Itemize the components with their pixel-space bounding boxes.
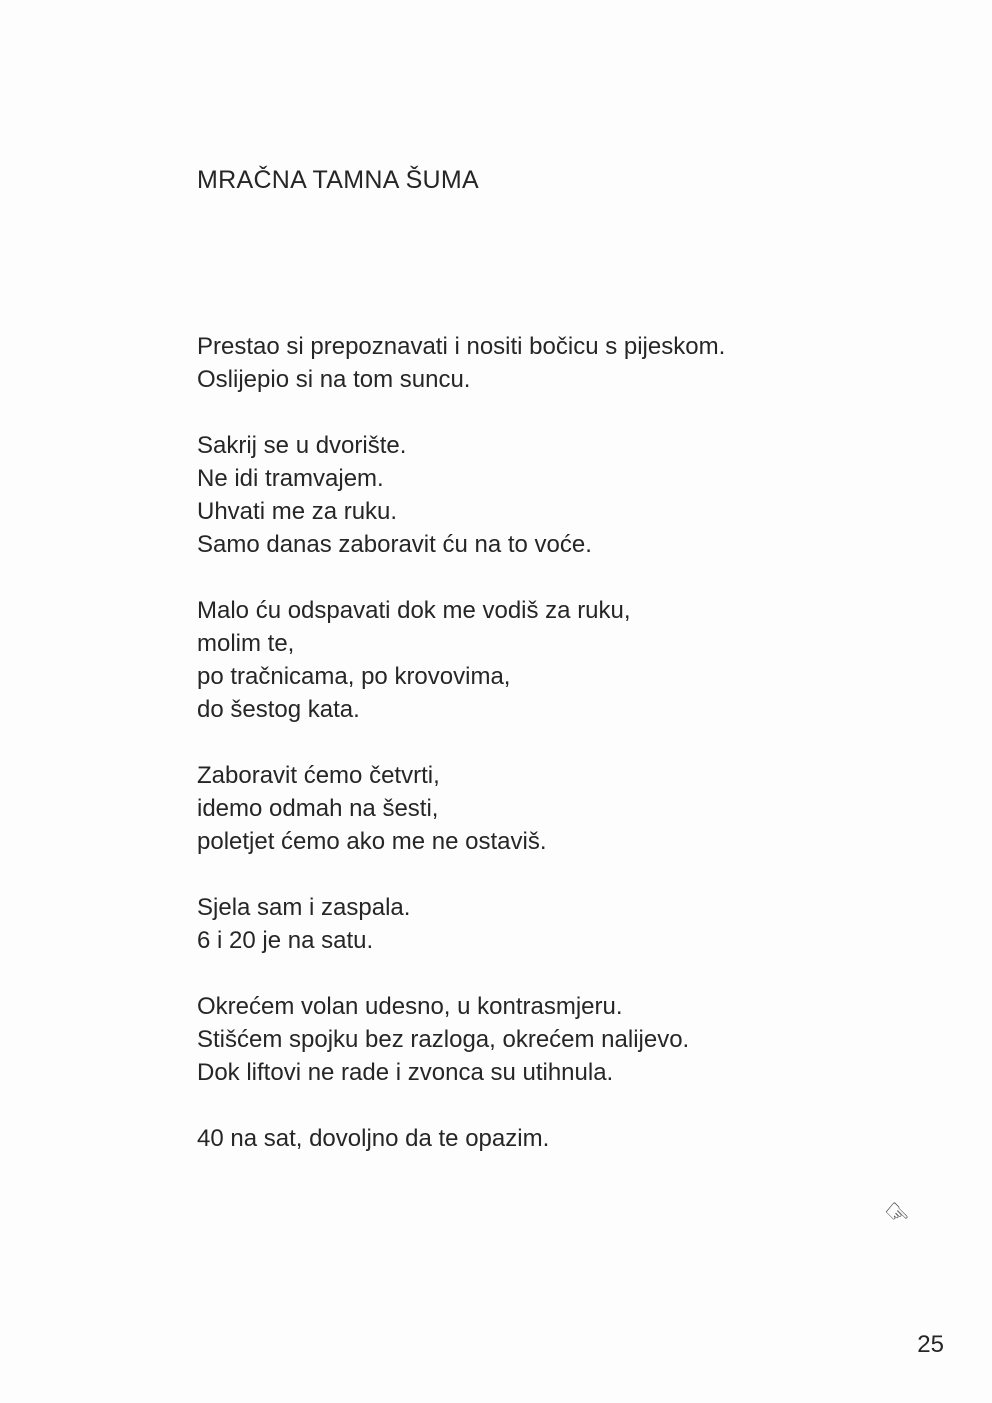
stanza: Zaboravit ćemo četvrti, idemo odmah na šesti, poletjet ćemo ako me ne ostaviš. bbox=[197, 762, 547, 855]
stanza: Malo ću odspavati dok me vodiš za ruku, molim te, po tračnicama, po krovovima, do šestog kata. bbox=[197, 597, 631, 723]
poem-title: MRAČNA TAMNA ŠUMA bbox=[197, 166, 479, 194]
pointing-hand-icon: ☞ bbox=[877, 1193, 917, 1234]
stanza: Sjela sam i zaspala. 6 i 20 je na satu. bbox=[197, 894, 411, 954]
stanza: Okrećem volan udesno, u kontrasmjeru. Stišćem spojku bez razloga, okrećem nalijevo. Dok liftovi ne rade i zvonca su utihnula. bbox=[197, 993, 690, 1086]
page-number: 25 bbox=[917, 1331, 944, 1358]
stanza: 40 na sat, dovoljno da te opazim. bbox=[197, 1125, 550, 1152]
poem-body bbox=[197, 330, 725, 1188]
stanza: Prestao si prepoznavati i nositi bočicu s pijeskom. Oslijepio si na tom suncu. bbox=[197, 333, 726, 393]
stanza: Sakrij se u dvorište. Ne idi tramvajem. Uhvati me za ruku. Samo danas zaboravit ću na to voće. bbox=[197, 432, 592, 558]
